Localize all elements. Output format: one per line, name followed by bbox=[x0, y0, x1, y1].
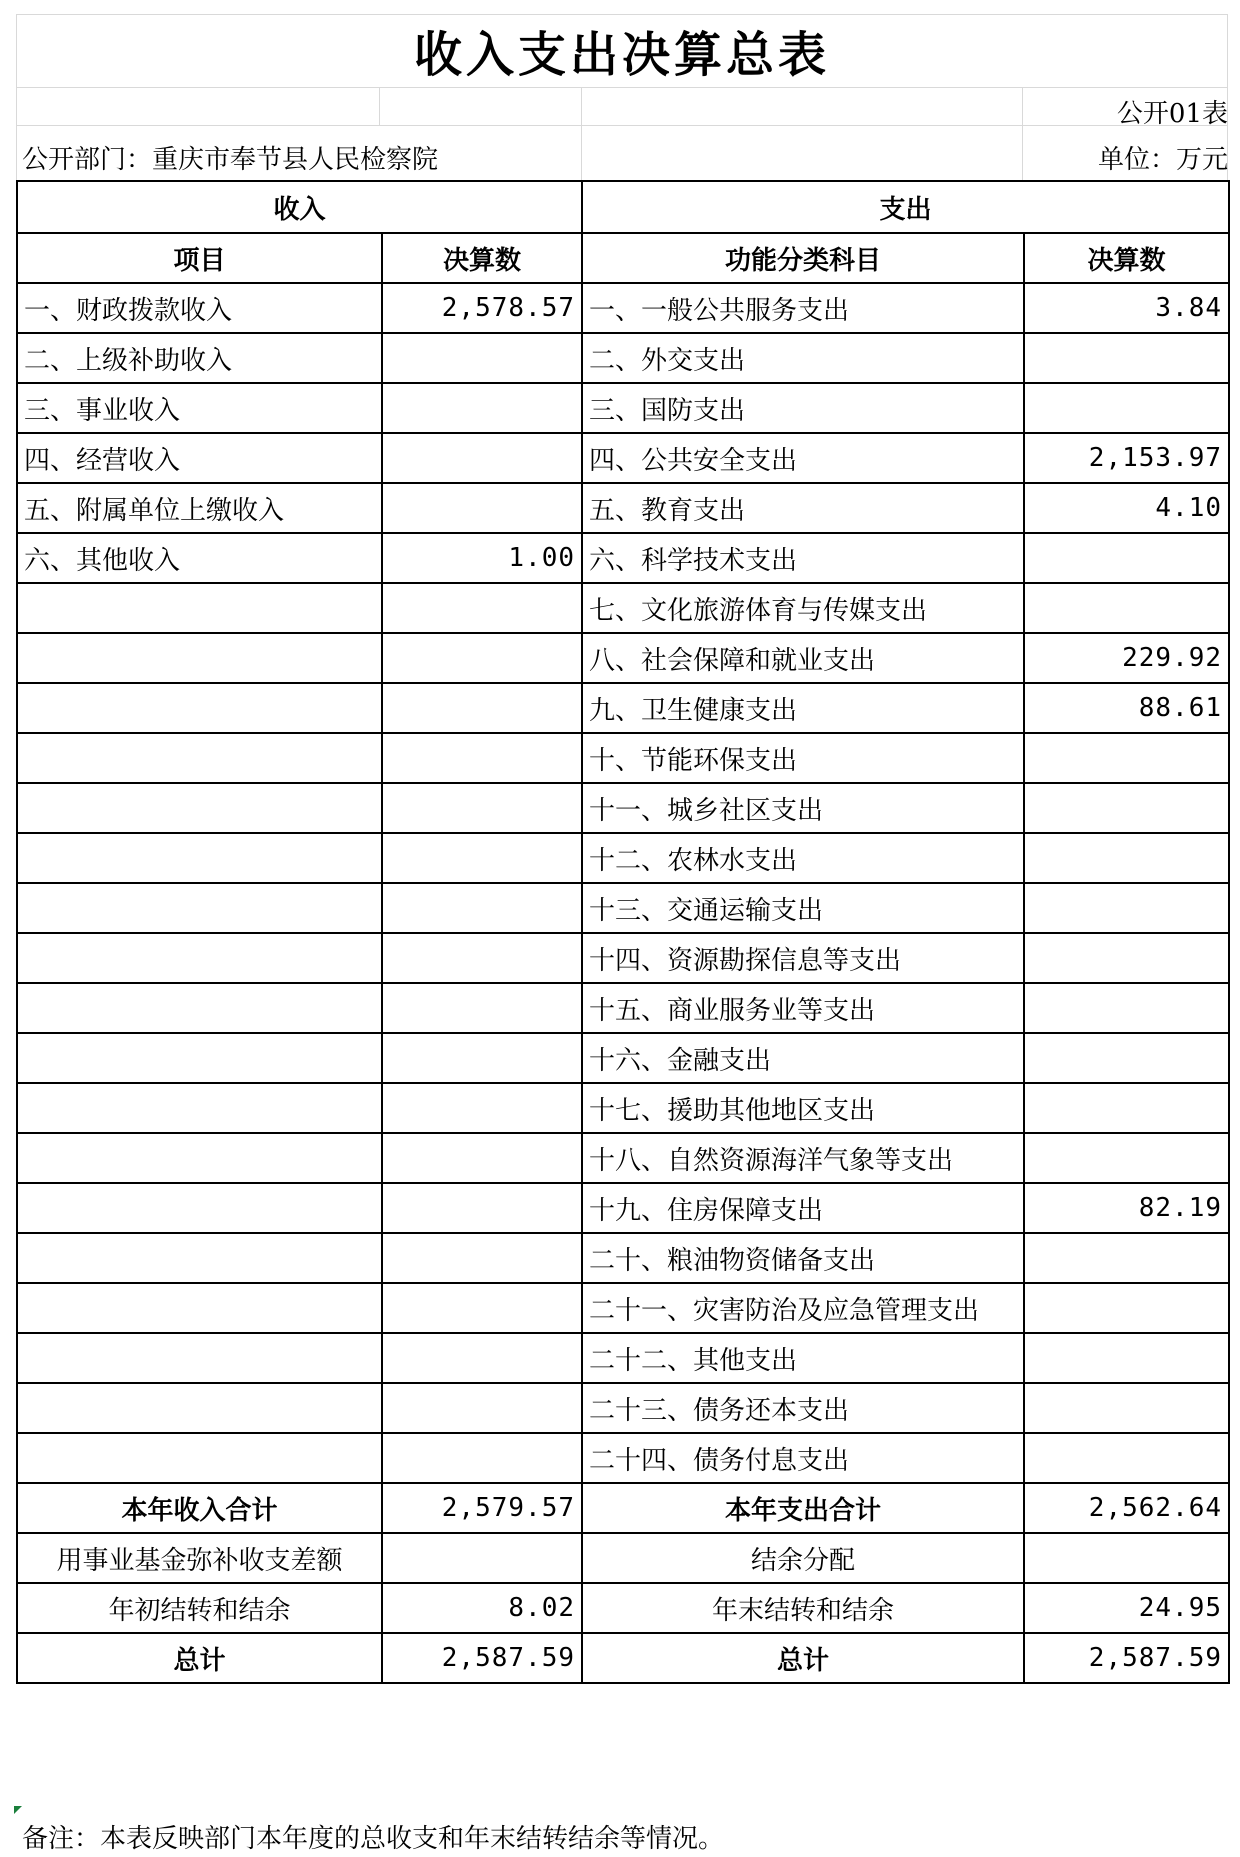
table-row bbox=[17, 283, 1229, 333]
expense-total-label: 结余分配 bbox=[582, 1533, 1024, 1583]
expense-item-cell: 十一、城乡社区支出 bbox=[582, 783, 1024, 833]
income-item-cell bbox=[17, 1333, 382, 1383]
expense-total-label: 总计 bbox=[582, 1633, 1024, 1683]
income-item-cell bbox=[17, 1133, 382, 1183]
income-item-cell bbox=[17, 783, 382, 833]
table-row bbox=[17, 433, 1229, 483]
income-item-cell: 一、财政拨款收入 bbox=[17, 283, 382, 333]
expense-amount-cell bbox=[1024, 1233, 1229, 1283]
income-item-cell: 五、附属单位上缴收入 bbox=[17, 483, 382, 533]
income-amount-cell bbox=[382, 1283, 582, 1333]
income-item-cell: 三、事业收入 bbox=[17, 383, 382, 433]
expense-amount-cell bbox=[1024, 933, 1229, 983]
expense-item-cell: 十八、自然资源海洋气象等支出 bbox=[582, 1133, 1024, 1183]
income-amount-cell bbox=[382, 483, 582, 533]
expense-amount-cell bbox=[1024, 583, 1229, 633]
expense-total-amount: 24.95 bbox=[1024, 1583, 1229, 1633]
section-header-row bbox=[17, 181, 1229, 233]
expense-item-cell: 二十四、债务付息支出 bbox=[582, 1433, 1024, 1483]
form-number: 公开01表 bbox=[1116, 99, 1228, 129]
expense-item-cell: 十五、商业服务业等支出 bbox=[582, 983, 1024, 1033]
table-row bbox=[17, 883, 1229, 933]
column-header-expense-amount: 决算数 bbox=[1024, 233, 1229, 283]
expense-item-cell: 二十三、债务还本支出 bbox=[582, 1383, 1024, 1433]
income-amount-cell bbox=[382, 933, 582, 983]
expense-total-amount bbox=[1024, 1533, 1229, 1583]
column-header-income-item: 项目 bbox=[17, 233, 382, 283]
income-item-cell bbox=[17, 1383, 382, 1433]
income-amount-cell: 1.00 bbox=[382, 533, 582, 583]
income-item-cell bbox=[17, 1283, 382, 1333]
table-row bbox=[17, 333, 1229, 383]
section-expense: 支出 bbox=[582, 181, 1229, 233]
expense-item-cell: 十二、农林水支出 bbox=[582, 833, 1024, 883]
expense-amount-cell: 229.92 bbox=[1024, 633, 1229, 683]
income-item-cell bbox=[17, 833, 382, 883]
table-row bbox=[17, 1083, 1229, 1133]
income-amount-cell bbox=[382, 1083, 582, 1133]
table-row bbox=[17, 1183, 1229, 1233]
expense-item-cell: 十、节能环保支出 bbox=[582, 733, 1024, 783]
income-item-cell bbox=[17, 633, 382, 683]
income-amount-cell bbox=[382, 1133, 582, 1183]
totals-row bbox=[17, 1633, 1229, 1683]
column-header-row bbox=[17, 233, 1229, 283]
expense-item-cell: 二十、粮油物资储备支出 bbox=[582, 1233, 1024, 1283]
expense-total-amount: 2,587.59 bbox=[1024, 1633, 1229, 1683]
expense-amount-cell bbox=[1024, 983, 1229, 1033]
expense-item-cell: 四、公共安全支出 bbox=[582, 433, 1024, 483]
section-income: 收入 bbox=[17, 181, 582, 233]
income-item-cell bbox=[17, 583, 382, 633]
income-amount-cell bbox=[382, 1233, 582, 1283]
expense-amount-cell bbox=[1024, 1383, 1229, 1433]
table-row bbox=[17, 1283, 1229, 1333]
final-accounts-table bbox=[16, 180, 1230, 1684]
expense-item-cell: 六、科学技术支出 bbox=[582, 533, 1024, 583]
table-row bbox=[17, 1333, 1229, 1383]
column-header-expense-item: 功能分类科目 bbox=[582, 233, 1024, 283]
expense-amount-cell bbox=[1024, 1083, 1229, 1133]
gridline bbox=[1022, 87, 1023, 180]
expense-amount-cell bbox=[1024, 883, 1229, 933]
table-row bbox=[17, 383, 1229, 433]
expense-amount-cell bbox=[1024, 1433, 1229, 1483]
income-total-label: 用事业基金弥补收支差额 bbox=[17, 1533, 382, 1583]
income-item-cell bbox=[17, 733, 382, 783]
income-total-label: 年初结转和结余 bbox=[17, 1583, 382, 1633]
income-amount-cell bbox=[382, 433, 582, 483]
income-total-label: 本年收入合计 bbox=[17, 1483, 382, 1533]
table-row bbox=[17, 1383, 1229, 1433]
expense-amount-cell bbox=[1024, 1133, 1229, 1183]
expense-amount-cell bbox=[1024, 383, 1229, 433]
expense-item-cell: 八、社会保障和就业支出 bbox=[582, 633, 1024, 683]
table-row bbox=[17, 833, 1229, 883]
income-amount-cell bbox=[382, 1333, 582, 1383]
expense-item-cell: 五、教育支出 bbox=[582, 483, 1024, 533]
footnote: 备注：本表反映部门本年度的总收支和年末结转结余等情况。 bbox=[22, 1824, 725, 1854]
unit-label: 单位：万元 bbox=[1097, 145, 1228, 175]
table-row bbox=[17, 1433, 1229, 1483]
income-item-cell bbox=[17, 983, 382, 1033]
income-amount-cell bbox=[382, 783, 582, 833]
income-amount-cell bbox=[382, 683, 582, 733]
table-row bbox=[17, 983, 1229, 1033]
expense-total-label: 年末结转和结余 bbox=[582, 1583, 1024, 1633]
gridline bbox=[16, 87, 1228, 88]
income-amount-cell bbox=[382, 333, 582, 383]
expense-amount-cell bbox=[1024, 1333, 1229, 1383]
expense-item-cell: 九、卫生健康支出 bbox=[582, 683, 1024, 733]
income-item-cell bbox=[17, 883, 382, 933]
table-row bbox=[17, 783, 1229, 833]
gridline bbox=[379, 87, 380, 125]
income-amount-cell bbox=[382, 833, 582, 883]
expense-item-cell: 十三、交通运输支出 bbox=[582, 883, 1024, 933]
expense-item-cell: 十七、援助其他地区支出 bbox=[582, 1083, 1024, 1133]
expense-item-cell: 二、外交支出 bbox=[582, 333, 1024, 383]
cell-marker-icon bbox=[14, 1806, 22, 1814]
expense-amount-cell: 82.19 bbox=[1024, 1183, 1229, 1233]
income-total-amount: 2,579.57 bbox=[382, 1483, 582, 1533]
income-amount-cell: 2,578.57 bbox=[382, 283, 582, 333]
expense-item-cell: 十六、金融支出 bbox=[582, 1033, 1024, 1083]
expense-amount-cell bbox=[1024, 1283, 1229, 1333]
income-item-cell: 六、其他收入 bbox=[17, 533, 382, 583]
income-item-cell bbox=[17, 1233, 382, 1283]
expense-amount-cell bbox=[1024, 833, 1229, 883]
expense-amount-cell: 4.10 bbox=[1024, 483, 1229, 533]
expense-item-cell: 一、一般公共服务支出 bbox=[582, 283, 1024, 333]
income-amount-cell bbox=[382, 583, 582, 633]
expense-item-cell: 七、文化旅游体育与传媒支出 bbox=[582, 583, 1024, 633]
expense-item-cell: 二十一、灾害防治及应急管理支出 bbox=[582, 1283, 1024, 1333]
income-item-cell: 四、经营收入 bbox=[17, 433, 382, 483]
income-item-cell bbox=[17, 1433, 382, 1483]
income-amount-cell bbox=[382, 1183, 582, 1233]
totals-row bbox=[17, 1483, 1229, 1533]
income-item-cell bbox=[17, 1083, 382, 1133]
expense-amount-cell: 2,153.97 bbox=[1024, 433, 1229, 483]
expense-total-amount: 2,562.64 bbox=[1024, 1483, 1229, 1533]
table-row bbox=[17, 733, 1229, 783]
table-row bbox=[17, 1233, 1229, 1283]
income-amount-cell bbox=[382, 1383, 582, 1433]
totals-row bbox=[17, 1583, 1229, 1633]
income-amount-cell bbox=[382, 733, 582, 783]
table-row bbox=[17, 933, 1229, 983]
income-total-label: 总计 bbox=[17, 1633, 382, 1683]
expense-item-cell: 三、国防支出 bbox=[582, 383, 1024, 433]
income-amount-cell bbox=[382, 983, 582, 1033]
page-title: 收入支出决算总表 bbox=[413, 26, 830, 83]
income-total-amount: 8.02 bbox=[382, 1583, 582, 1633]
income-item-cell bbox=[17, 1033, 382, 1083]
expense-item-cell: 二十二、其他支出 bbox=[582, 1333, 1024, 1383]
expense-amount-cell: 3.84 bbox=[1024, 283, 1229, 333]
totals-row bbox=[17, 1533, 1229, 1583]
expense-amount-cell bbox=[1024, 733, 1229, 783]
table-row bbox=[17, 633, 1229, 683]
income-total-amount bbox=[382, 1533, 582, 1583]
expense-amount-cell bbox=[1024, 1033, 1229, 1083]
table-row bbox=[17, 1133, 1229, 1183]
income-item-cell bbox=[17, 683, 382, 733]
gridline bbox=[16, 125, 1228, 126]
income-amount-cell bbox=[382, 633, 582, 683]
expense-item-cell: 十四、资源勘探信息等支出 bbox=[582, 933, 1024, 983]
column-header-income-amount: 决算数 bbox=[382, 233, 582, 283]
income-item-cell: 二、上级补助收入 bbox=[17, 333, 382, 383]
income-amount-cell bbox=[382, 883, 582, 933]
department-label: 公开部门：重庆市奉节县人民检察院 bbox=[22, 145, 439, 175]
income-item-cell bbox=[17, 933, 382, 983]
expense-item-cell: 十九、住房保障支出 bbox=[582, 1183, 1024, 1233]
table-row bbox=[17, 483, 1229, 533]
expense-amount-cell bbox=[1024, 333, 1229, 383]
table-row bbox=[17, 533, 1229, 583]
expense-amount-cell: 88.61 bbox=[1024, 683, 1229, 733]
gridline bbox=[581, 87, 582, 180]
table-row bbox=[17, 1033, 1229, 1083]
income-total-amount: 2,587.59 bbox=[382, 1633, 582, 1683]
expense-total-label: 本年支出合计 bbox=[582, 1483, 1024, 1533]
income-item-cell bbox=[17, 1183, 382, 1233]
table-row bbox=[17, 583, 1229, 633]
table-row bbox=[17, 683, 1229, 733]
expense-amount-cell bbox=[1024, 783, 1229, 833]
expense-amount-cell bbox=[1024, 533, 1229, 583]
income-amount-cell bbox=[382, 1033, 582, 1083]
income-amount-cell bbox=[382, 1433, 582, 1483]
income-amount-cell bbox=[382, 383, 582, 433]
